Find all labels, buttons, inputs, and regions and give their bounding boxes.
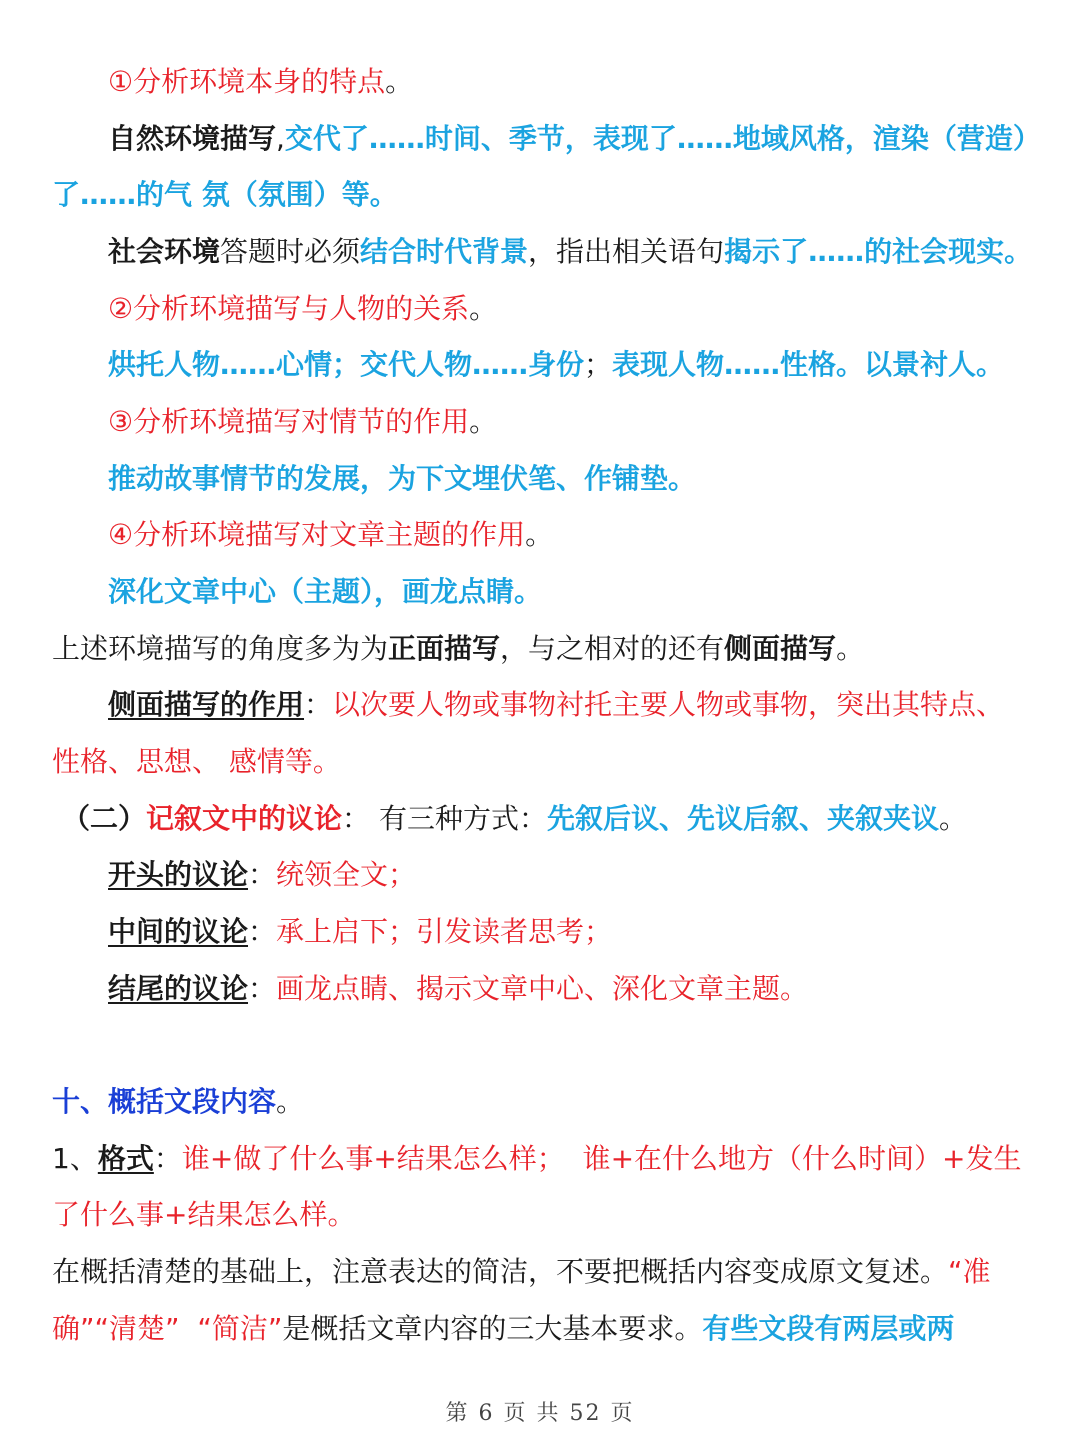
discussion-open-label: 开头的议论 — [108, 858, 249, 891]
social-env-t3: ，指出相关语句 — [528, 235, 725, 268]
item-3-text: ③分析环境描写对情节的作用 — [108, 405, 470, 438]
social-env-line — [0, 228, 1080, 276]
discussion-close-label: 结尾的议论 — [108, 972, 249, 1005]
discussion-colon: ： — [342, 802, 371, 835]
item-3 — [0, 398, 1080, 446]
item-4 — [0, 511, 1080, 559]
side-effect-label: 侧面描写的作用 — [108, 688, 305, 721]
concise-p2-red: 确”“清楚” “简洁” — [52, 1312, 283, 1345]
item-2 — [0, 285, 1080, 333]
natural-env-text-2: 了……的气 氛（氛围）等。 — [52, 178, 398, 211]
side-effect-line-2 — [0, 738, 1080, 786]
natural-env-line-1 — [0, 115, 1080, 163]
item-2-text: ②分析环境描写与人物的关系 — [108, 292, 470, 325]
format-line-2 — [0, 1191, 1080, 1239]
format-colon: ： — [153, 1142, 182, 1175]
discussion-close-sep: ： — [248, 972, 277, 1005]
discussion-close — [0, 965, 1080, 1013]
item-2-answer-b: 表现人物……性格。以景衬人。 — [612, 348, 1005, 381]
side-effect-colon: ： — [304, 688, 333, 721]
item-2-answer-a: 烘托人物……心情；交代人物……身份 — [108, 348, 585, 381]
side-effect-text-1: 以次要人物或事物衬托主要人物或事物，突出其特点、 — [332, 688, 1005, 721]
item-3-end: 。 — [469, 405, 498, 438]
discussion-middle-sep: ： — [248, 915, 277, 948]
natural-env-label: 自然环境描写 — [108, 122, 277, 155]
side-s3: ，与之相对的还有 — [500, 632, 725, 665]
discussion-open — [0, 851, 1080, 899]
section-10-title-end: 。 — [276, 1085, 305, 1118]
side-s1: 上述环境描写的角度多为为 — [52, 632, 389, 665]
social-env-t4: 揭示了……的社会现实。 — [724, 235, 1033, 268]
format-num: 1、 — [52, 1142, 98, 1175]
section-10-title: 十、概括文段内容 — [52, 1085, 277, 1118]
item-3-answer-text: 推动故事情节的发展，为下文埋伏笔、作铺垫。 — [108, 462, 697, 495]
side-intro — [0, 625, 1080, 673]
item-4-end: 。 — [525, 518, 554, 551]
discussion-prefix: （二） — [62, 802, 147, 835]
discussion-middle-label: 中间的议论 — [108, 915, 249, 948]
item-1 — [0, 58, 1080, 106]
side-effect-line-1 — [0, 681, 1080, 729]
discussion-ways: 先叙后议、先议后叙、夹叙夹议 — [546, 802, 939, 835]
social-env-label: 社会环境 — [108, 235, 221, 268]
concise-p1-red: “准 — [948, 1255, 991, 1288]
item-1-end: 。 — [385, 65, 414, 98]
concise-line-2 — [0, 1305, 1080, 1353]
discussion-close-text: 画龙点睛、揭示文章中心、深化文章主题。 — [276, 972, 809, 1005]
side-s2: 正面描写 — [388, 632, 501, 665]
item-1-text: ①分析环境本身的特点 — [108, 65, 386, 98]
natural-env-comma: , — [276, 122, 285, 155]
concise-p2-blue: 有些文段有两层或两 — [702, 1312, 955, 1345]
section-10-heading — [0, 1078, 1080, 1126]
format-text-2: 了什么事+结果怎么样。 — [52, 1198, 356, 1231]
discussion-mid: 有三种方式： — [370, 802, 547, 835]
side-effect-text-2: 性格、思想、 感情等。 — [52, 745, 341, 778]
concise-p2: 是概括文章内容的三大基本要求。 — [282, 1312, 703, 1345]
natural-env-text-1: 交代了……时间、季节，表现了……地域风格，渲染（营造） — [284, 122, 1041, 155]
discussion-end: 。 — [938, 802, 967, 835]
item-2-sep: ； — [584, 348, 613, 381]
discussion-label: 记叙文中的议论 — [146, 802, 343, 835]
item-2-answer — [0, 341, 1080, 389]
discussion-open-sep: ： — [248, 858, 277, 891]
concise-line-1 — [0, 1248, 1080, 1296]
concise-p1: 在概括清楚的基础上，注意表达的简洁，不要把概括内容变成原文复述。 — [52, 1255, 949, 1288]
social-env-t2: 结合时代背景 — [360, 235, 529, 268]
item-4-answer — [0, 568, 1080, 616]
discussion-heading — [0, 795, 1080, 843]
item-3-answer — [0, 455, 1080, 503]
discussion-open-text: 统领全文； — [276, 858, 417, 891]
natural-env-line-2 — [0, 171, 1080, 219]
discussion-middle — [0, 908, 1080, 956]
side-s5: 。 — [836, 632, 865, 665]
item-2-end: 。 — [469, 292, 498, 325]
discussion-middle-text: 承上启下；引发读者思考； — [276, 915, 613, 948]
format-text-1: 谁+做了什么事+结果怎么样； 谁+在什么地方（什么时间）+发生 — [181, 1142, 1022, 1175]
format-label: 格式 — [97, 1142, 154, 1175]
item-4-text: ④分析环境描写对文章主题的作用 — [108, 518, 526, 551]
format-line-1 — [0, 1135, 1080, 1183]
social-env-t1: 答题时必须 — [220, 235, 361, 268]
item-4-answer-text: 深化文章中心（主题），画龙点睛。 — [108, 575, 543, 608]
side-s4: 侧面描写 — [724, 632, 837, 665]
page-footer: 第 6 页 共 52 页 — [445, 1401, 635, 1426]
